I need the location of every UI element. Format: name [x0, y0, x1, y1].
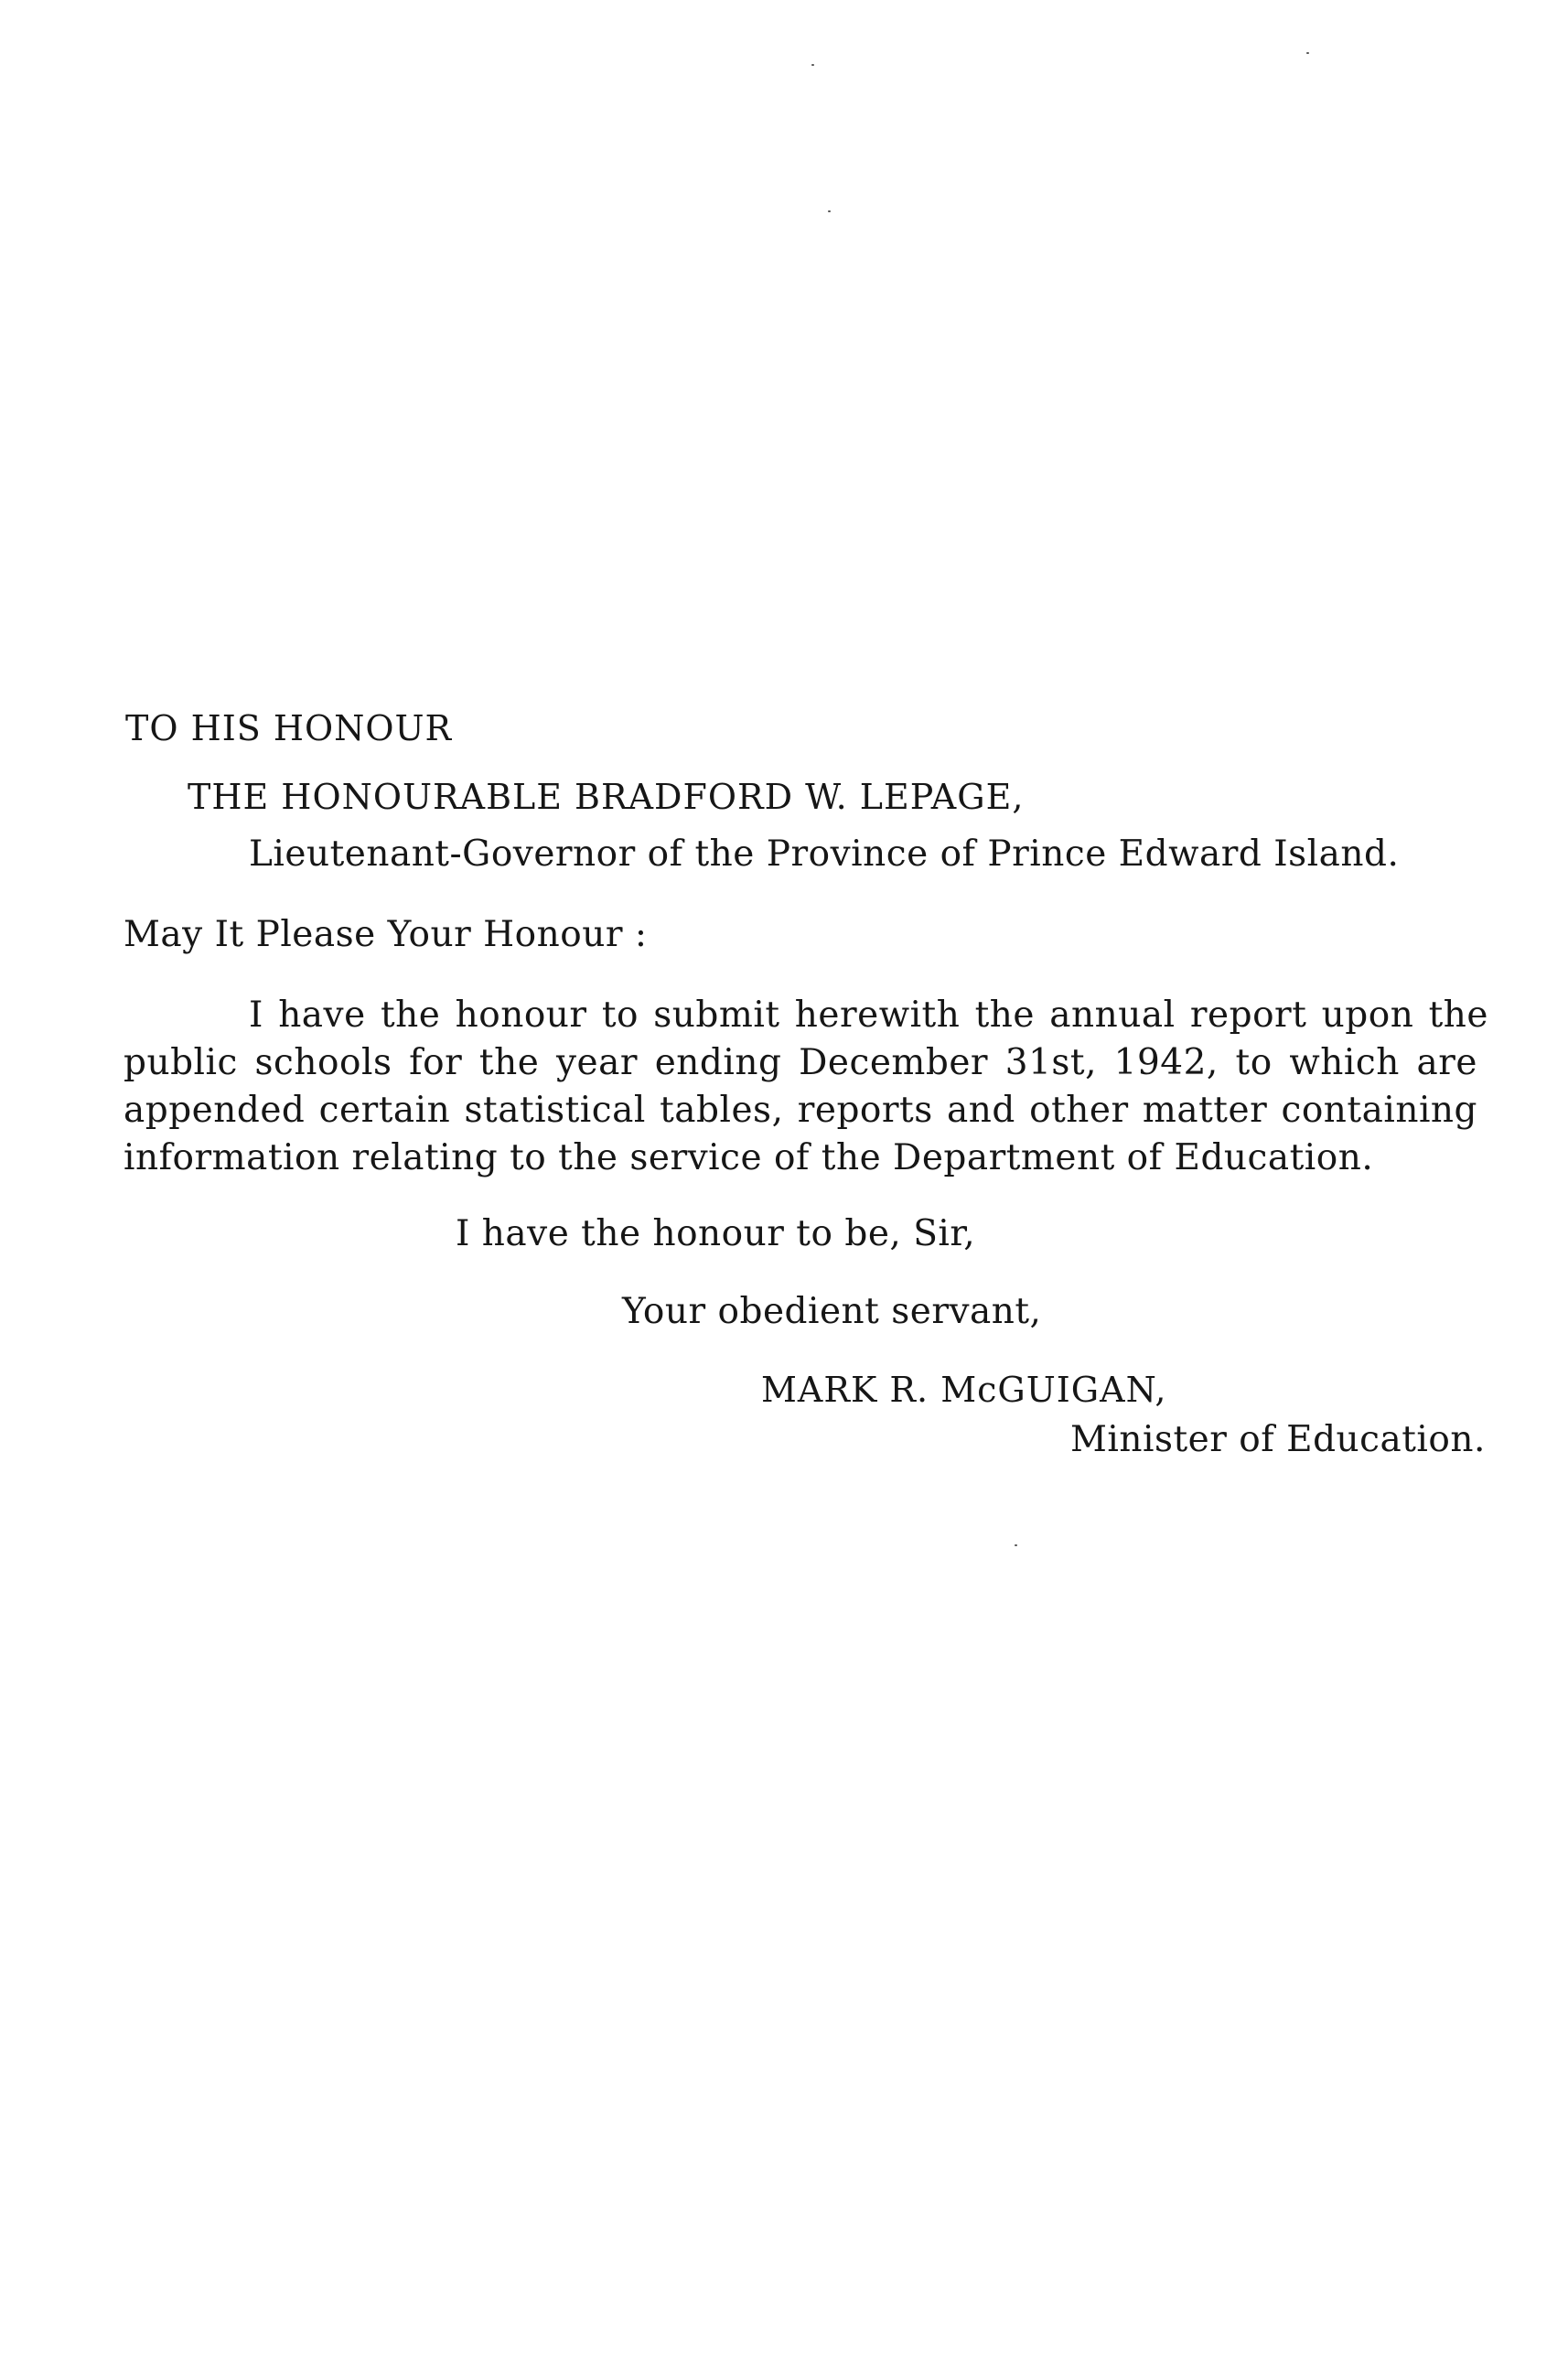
- scan-speck: [811, 64, 814, 66]
- salutation-line: May It Please Your Honour :: [124, 914, 648, 955]
- body-last-line: information relating to the service of the Department of Education.: [124, 1137, 1374, 1178]
- complimentary-close-line: Your obedient servant,: [622, 1291, 1042, 1332]
- scan-speck: [1015, 1544, 1017, 1546]
- closing-line: I have the honour to be, Sir,: [456, 1213, 976, 1254]
- office-line: Lieutenant-Governor of the Province of Prince Edward Island.: [249, 833, 1400, 875]
- body-first-line: I have the honour to submit herewith the annual report upon the: [249, 995, 1488, 1036]
- body-line: public schools for the year ending December 31st, 1942, to which are: [124, 1042, 1477, 1083]
- signatory-name: MARK R. McGUIGAN,: [761, 1370, 1167, 1410]
- scan-speck: [1306, 52, 1309, 54]
- body-line: appended certain statistical tables, reports and other matter containing: [124, 1090, 1477, 1131]
- scan-speck: [828, 210, 831, 212]
- honourable-name-line: THE HONOURABLE BRADFORD W. LEPAGE,: [188, 777, 1025, 817]
- addressee-line: TO HIS HONOUR: [125, 708, 453, 748]
- signatory-title: Minister of Education.: [1070, 1419, 1486, 1460]
